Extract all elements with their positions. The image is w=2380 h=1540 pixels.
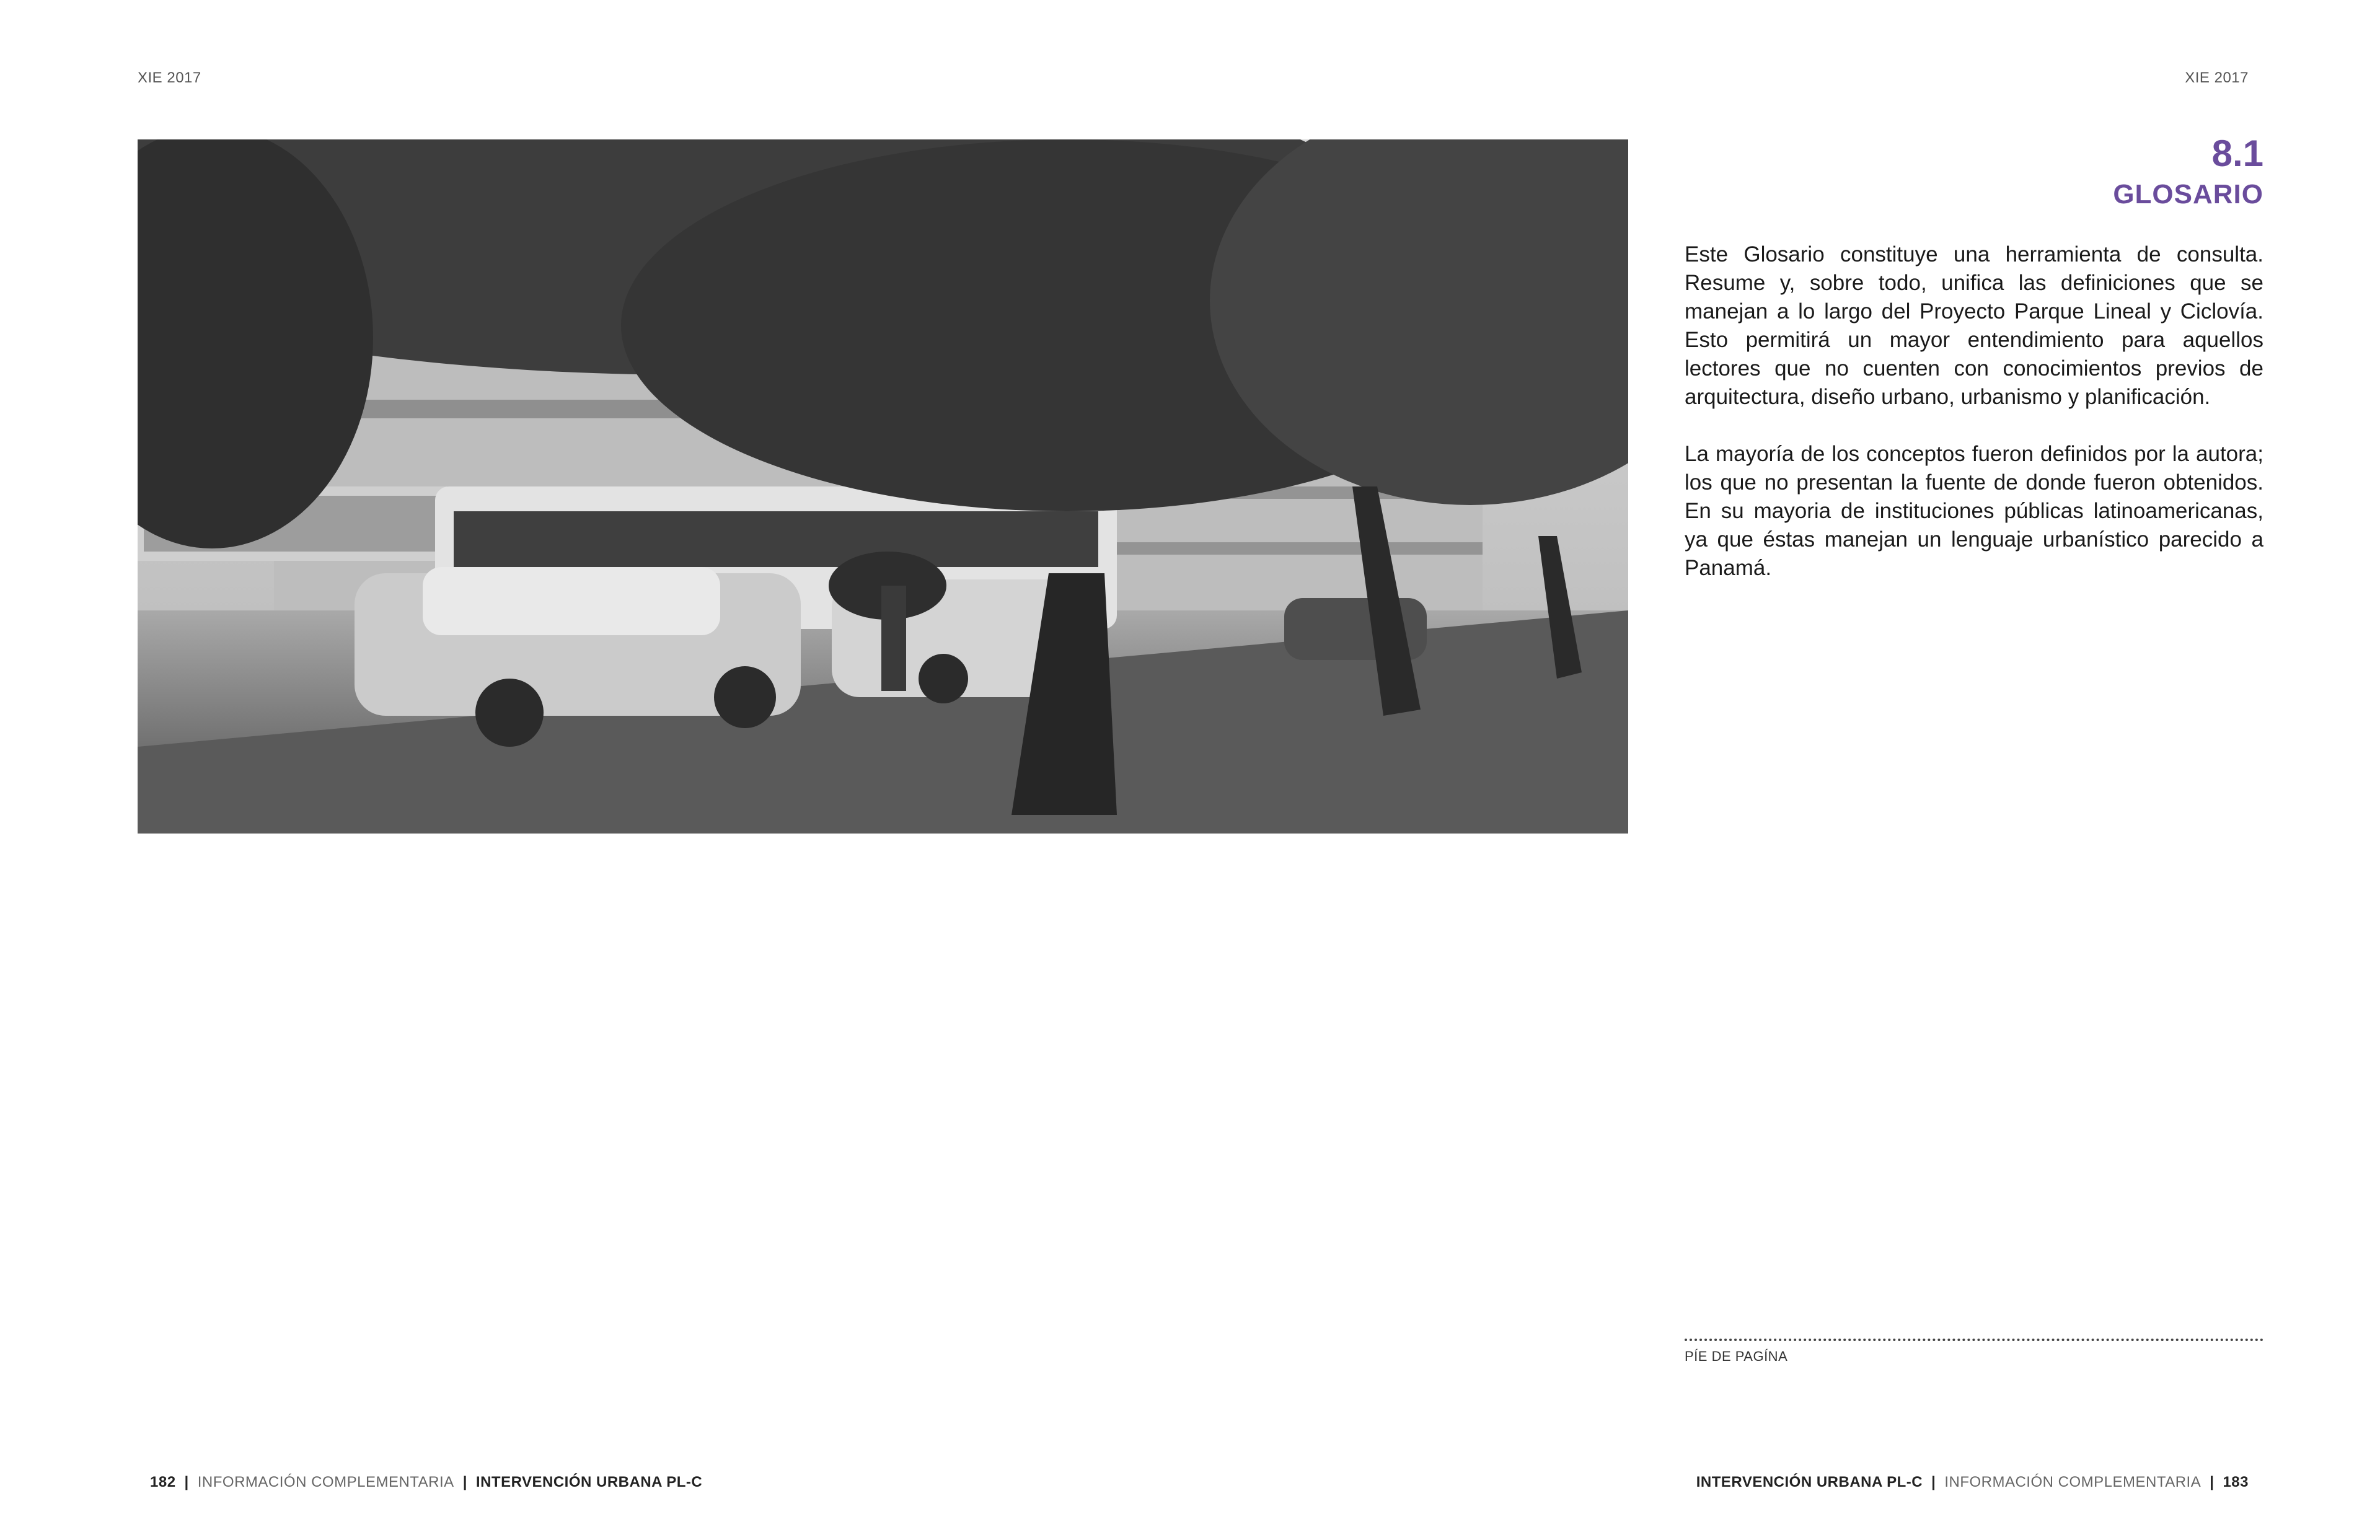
footer-left — [150, 1474, 702, 1491]
footnote-divider — [1685, 1339, 2263, 1341]
intro-paragraph-2: La mayoría de los conceptos fueron definidos por la autora; los que no presentan la fuente de donde fueron obtenidos. En su mayoria de instituciones públicas latinoamericanas, ya que éstas manejan un lenguaje urbanístico parecido a Panamá. — [1685, 442, 2263, 580]
page-number-left: 182 — [150, 1474, 176, 1490]
footer-separator: | — [462, 1474, 467, 1490]
street-photo-illustration — [138, 139, 1628, 834]
footer-separator: | — [2210, 1474, 2215, 1490]
footnote-label: PÍE DE PAGÍNA — [1685, 1349, 1788, 1364]
running-header-right: XIE 2017 — [2185, 69, 2249, 86]
footer-separator: | — [1931, 1474, 1936, 1490]
street-photo — [138, 139, 1628, 834]
footer-section-right: INFORMACIÓN COMPLEMENTARIA — [1944, 1474, 2202, 1490]
section-number: 8.1 — [2211, 133, 2263, 174]
glossary-introduction — [1685, 240, 2263, 611]
intro-paragraph-1: Este Glosario constituye una herramienta de consulta. Resume y, sobre todo, unifica las definiciones que se manejan a lo largo del Proyecto Parque Lineal y Ciclovía. Esto permitirá un mayor entendimiento para aquellos lectores que no cuenten con conocimientos previos de arquitectura, diseño urbano, urbanismo y planificación. — [1685, 242, 2263, 409]
footer-right — [1696, 1474, 2249, 1491]
footer-project-left: INTERVENCIÓN URBANA PL-C — [475, 1474, 703, 1490]
running-header-left: XIE 2017 — [138, 69, 201, 86]
section-title: GLOSARIO — [2113, 179, 2263, 209]
footer-section-left: INFORMACIÓN COMPLEMENTARIA — [197, 1474, 454, 1490]
footer-separator: | — [184, 1474, 189, 1490]
page-number-right: 183 — [2223, 1474, 2249, 1490]
footer-project-right: INTERVENCIÓN URBANA PL-C — [1696, 1474, 1923, 1490]
